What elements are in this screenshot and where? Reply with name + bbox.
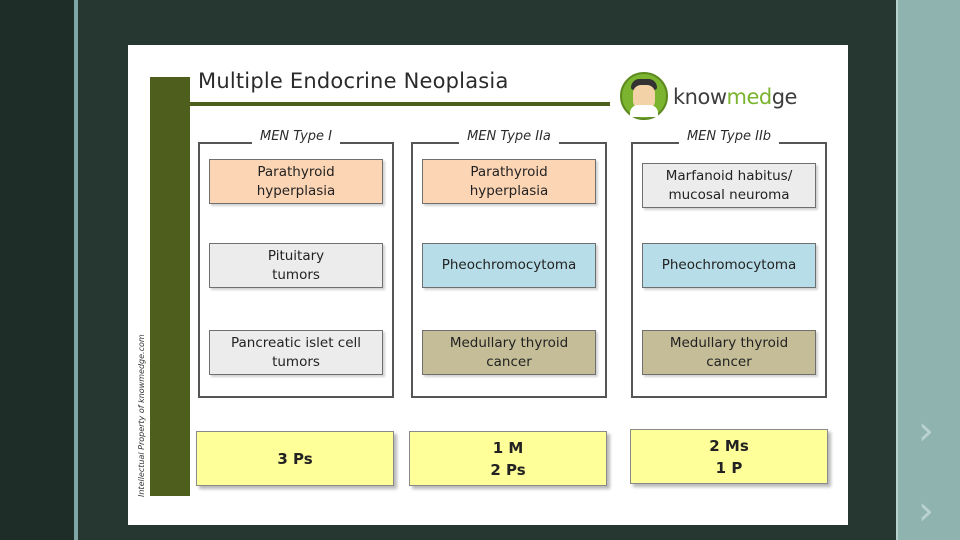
men-type-1-header: MEN Type I — [198, 129, 394, 144]
men-2a-summary: 1 M 2 Ps — [409, 431, 607, 486]
men-type-2a-header: MEN Type IIa — [411, 129, 607, 144]
doctor-mascot-icon — [620, 72, 668, 120]
men-2b-summary: 2 Ms 1 P — [630, 429, 828, 484]
slide-canvas — [128, 45, 848, 525]
men-1-cell-2: Pituitary tumors — [209, 243, 383, 288]
chevron-right-icon: › — [918, 488, 934, 534]
men-2a-cell-3: Medullary thyroid cancer — [422, 330, 596, 375]
left-decor-line — [74, 0, 78, 540]
men-2a-cell-2: Pheochromocytoma — [422, 243, 596, 288]
men-1-cell-1: Parathyroid hyperplasia — [209, 159, 383, 204]
title-underline — [190, 102, 610, 106]
men-1-summary: 3 Ps — [196, 431, 394, 486]
right-decor-band — [898, 0, 960, 540]
men-type-2b-header: MEN Type IIb — [631, 129, 827, 144]
slide-title: Multiple Endocrine Neoplasia — [198, 69, 509, 93]
chevron-right-icon: › — [918, 408, 934, 454]
men-2b-cell-1: Marfanoid habitus/ mucosal neuroma — [642, 163, 816, 208]
men-2b-cell-2: Pheochromocytoma — [642, 243, 816, 288]
green-bar-top — [150, 77, 190, 101]
men-1-cell-3: Pancreatic islet cell tumors — [209, 330, 383, 375]
men-2b-cell-3: Medullary thyroid cancer — [642, 330, 816, 375]
left-decor-band — [0, 0, 74, 540]
brand-logo: knowmedge — [673, 85, 797, 109]
green-bar-left — [150, 101, 190, 496]
watermark-text: Intellectual Property of knowmedge.com — [137, 334, 146, 497]
men-2a-cell-1: Parathyroid hyperplasia — [422, 159, 596, 204]
